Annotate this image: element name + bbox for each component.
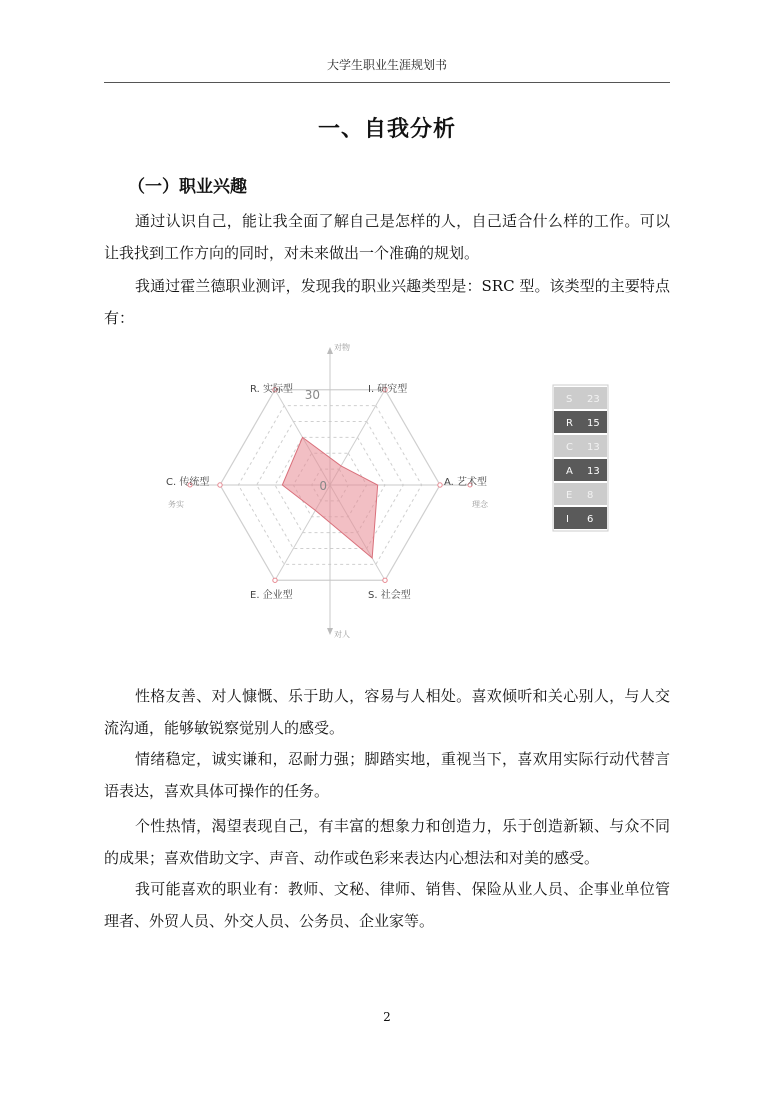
section-heading: 一、自我分析 [317,117,456,142]
direction-label-right: 理念 [472,500,488,509]
score-code: S [566,394,573,405]
paragraph-test-result: 我通过霍兰德职业测评，发现我的职业兴趣类型是：SRC 型。该类型的主要特点有： [104,277,670,327]
score-value: 8 [587,490,594,501]
axis-label-r: R. 实际型 [250,384,293,395]
score-row [554,411,607,433]
axis-end-point [218,483,222,487]
score-code: E [566,490,573,501]
axis-label-i: I. 研究型 [368,384,408,395]
page-number: 2 [383,1010,391,1024]
score-table [553,385,608,531]
score-value: 13 [587,442,600,453]
direction-label-left: 务实 [168,500,184,509]
score-value: 23 [587,394,600,405]
tick-label-min: 0 [319,479,327,493]
axis-label-a: A. 艺术型 [444,477,488,488]
score-row [554,507,607,529]
score-code: A [566,466,573,477]
axis-label-e: E. 企业型 [250,590,293,601]
axis-label-s: S. 社会型 [368,590,411,601]
score-value: 6 [587,514,594,525]
arrow-down-icon [327,628,333,635]
holland-radar-chart [150,336,630,646]
score-row [554,483,607,505]
score-row [554,459,607,481]
header-divider [104,82,670,83]
paragraph-trait-realistic: 情绪稳定，诚实谦和，忍耐力强；脚踏实地，重视当下，喜欢用实际行动代替言语表达，喜欢具体可操作的任务。 [104,750,670,800]
score-row [554,387,607,409]
subsection-heading: （一）职业兴趣 [128,177,247,197]
direction-label-bottom: 对人 [334,630,350,639]
axis-end-point [273,578,277,582]
tick-label-max: 30 [304,388,320,402]
paragraph-trait-artistic: 个性热情，渴望表现自己，有丰富的想象力和创造力，乐于创造新颖、与众不同的成果；喜欢借助文字、声音、动作或色彩来表达内心想法和对美的感受。 [104,817,670,867]
paragraph-trait-social: 性格友善、对人慷慨、乐于助人，容易与人相处。喜欢倾听和关心别人，与人交流沟通，能够敏锐察觉别人的感受。 [104,687,670,737]
page-header: 大学生职业生涯规划书 [326,58,447,72]
score-code: I [566,514,569,525]
score-code: C [566,442,573,453]
paragraph-careers: 我可能喜欢的职业有：教师、文秘、律师、销售、保险从业人员、企事业单位管理者、外贸人员、外交人员、公务员、企业家等。 [104,880,670,930]
score-value: 15 [587,418,600,429]
paragraph-intro: 通过认识自己，能让我全面了解自己是怎样的人，自己适合什么样的工作。可以让我找到工作方向的同时，对未来做出一个准确的规划。 [104,212,670,262]
score-row [554,435,607,457]
axis-label-c: C. 传统型 [166,477,210,488]
score-code: R [566,418,573,429]
arrow-up-icon [327,347,333,354]
score-value: 13 [587,466,600,477]
direction-label-top: 对物 [334,343,350,352]
axis-end-point [383,578,387,582]
axis-end-point [438,483,442,487]
